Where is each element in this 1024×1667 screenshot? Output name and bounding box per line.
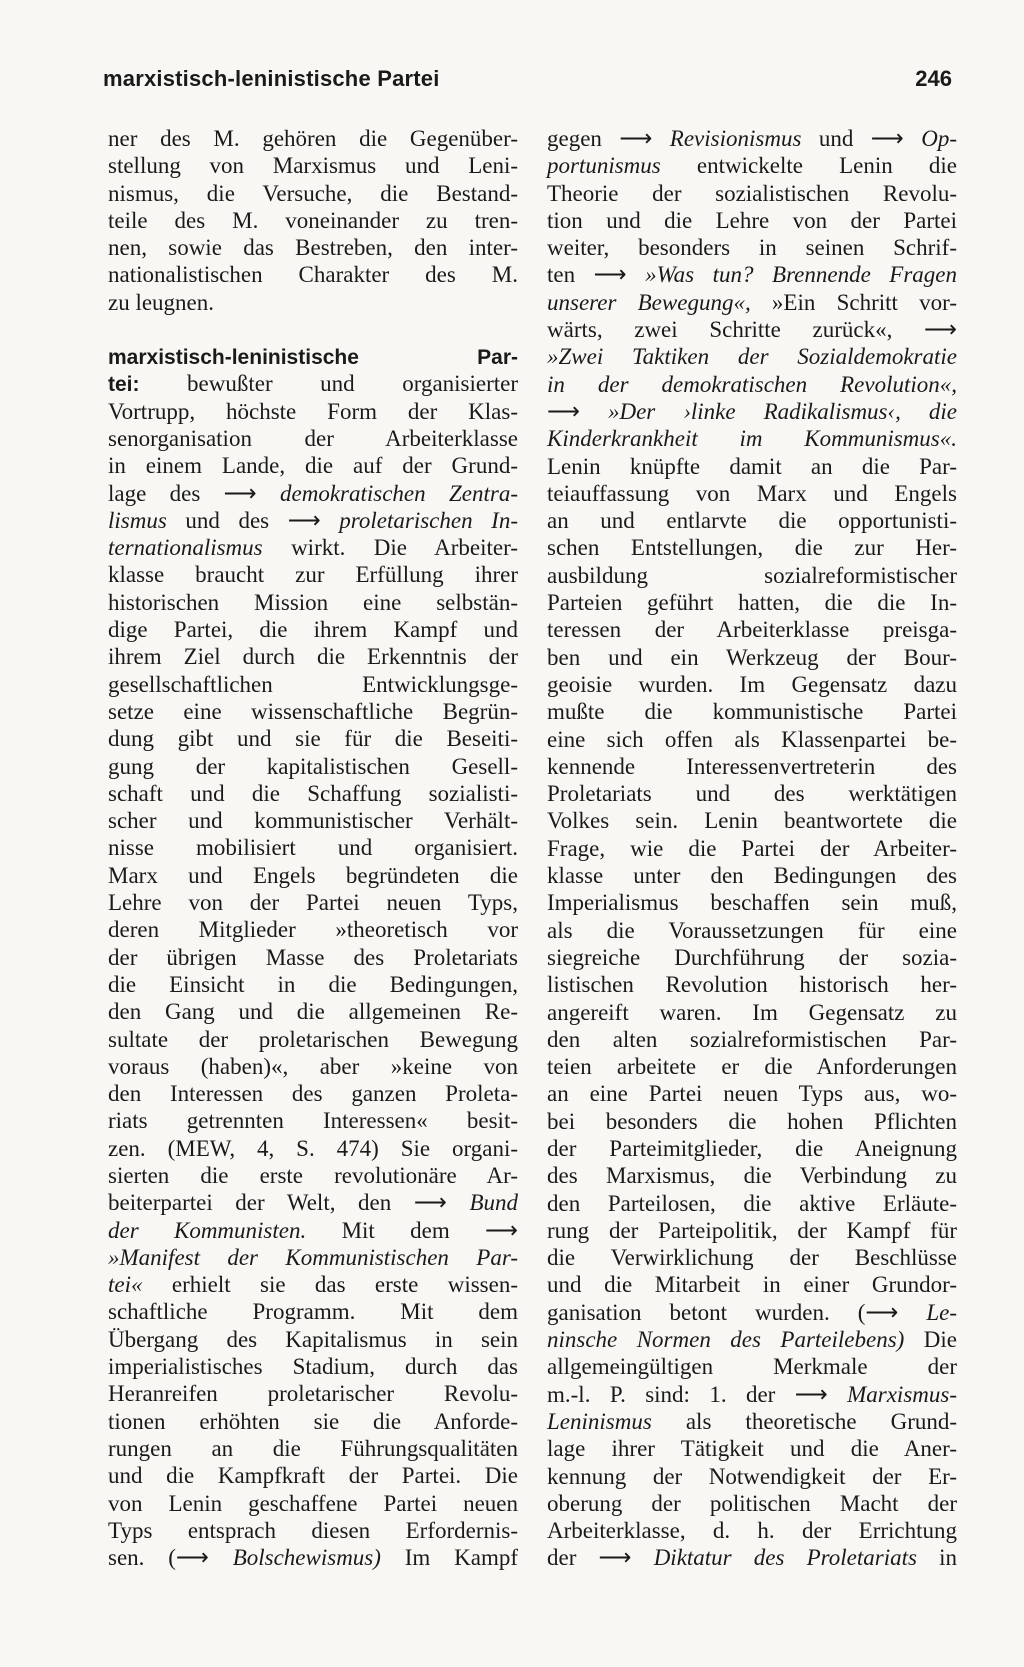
text-line: Volkes sein. Lenin beantwortete die (547, 808, 957, 834)
text-line: Übergang des Kapitalismus in sein (108, 1326, 518, 1352)
text-line: sen. (⟶ Bolschewismus) Im Kampf (108, 1545, 518, 1571)
page-number: 246 (915, 66, 952, 91)
text-line: bei besonders die hohen Pflichten (547, 1108, 957, 1134)
text-line: tionen erhöhten sie die Anforde- (108, 1408, 518, 1434)
text-line: ner des M. gehören die Gegenüber- (108, 126, 518, 151)
text-line: teressen der Arbeiterklasse preisga- (547, 617, 957, 643)
text-line: Lenin knüpfte damit an die Par- (547, 453, 957, 479)
cross-reference[interactable]: »Was tun? Brennende Fragen (645, 262, 958, 288)
text-line: sierten die erste revolutionäre Ar- (108, 1162, 518, 1188)
text-line: nismus, die Versuche, die Bestand- (108, 180, 518, 206)
cross-reference[interactable]: Op- (921, 126, 958, 151)
right-column (547, 125, 957, 1572)
cross-reference[interactable]: »Zwei Taktiken der Sozialdemokratie (547, 344, 957, 370)
text-line: Leninismus als theoretische Grund- (547, 1408, 958, 1434)
text-line: ten ⟶ »Was tun? Brennende Fragen (547, 262, 958, 288)
text-line: den Gang und die allgemeinen Re- (108, 999, 518, 1025)
text-line: den Interessen des ganzen Proleta- (108, 1081, 518, 1107)
text-line: senorganisation der Arbeiterklasse (108, 425, 518, 451)
text-line: voraus (haben)«, aber »keine von (108, 1053, 518, 1079)
text-line: portunismus entwickelte Lenin die (547, 153, 957, 179)
text-line: mußte die kommunistische Partei (547, 699, 957, 725)
text-line: geoisie wurden. Im Gegensatz dazu (547, 671, 957, 697)
text-line: tei: bewußter und organisierter (108, 371, 519, 397)
entry-headword: marxistisch-leninistische Par- (108, 346, 518, 370)
text-line: an eine Partei neuen Typs aus, wo- (547, 1081, 957, 1107)
text-line: teiauffassung von Marx und Engels (547, 480, 957, 506)
text-line: wärts, zwei Schritte zurück«, ⟶ (547, 317, 957, 343)
text-line: allgemeingültigen Merkmale der (547, 1354, 957, 1380)
text-line: listischen Revolution historisch her- (547, 972, 957, 998)
cross-reference[interactable]: Bolschewismus) (232, 1545, 381, 1571)
text-line: Heranreifen proletarischer Revolu- (108, 1381, 518, 1407)
cross-reference[interactable]: »Manifest der Kommunistischen Par- (108, 1244, 518, 1270)
cross-reference[interactable]: Le- (926, 1299, 957, 1325)
text-line: teien arbeitete er die Anforderungen (547, 1054, 957, 1080)
text-line: von Lenin geschaffene Partei neuen (108, 1490, 518, 1516)
text-line: riats getrennten Interessen« besit- (108, 1108, 518, 1134)
text-line: setze eine wissenschaftliche Begrün- (108, 698, 518, 724)
text-line: angereift waren. Im Gegensatz zu (547, 999, 957, 1025)
text-line (547, 371, 957, 398)
cross-reference[interactable]: lismus (108, 507, 167, 533)
entry-headword-line (108, 343, 518, 370)
text-line: stellung von Marxismus und Leni- (108, 153, 518, 179)
text-line (547, 425, 957, 452)
cross-reference[interactable]: Leninismus (547, 1408, 652, 1434)
text-line: siegreiche Durchführung der sozia- (547, 944, 957, 970)
text-line: zu leugnen. (108, 289, 215, 315)
text-line: kennende Interessenvertreterin des (547, 753, 957, 779)
text-line: tei« erhielt sie das erste wissen- (108, 1272, 518, 1298)
text-line: schaft und die Schaffung sozialisti- (108, 780, 518, 806)
text-line: ausbildung sozialreformistischer (547, 562, 957, 588)
cross-reference[interactable]: proletarischen In- (339, 507, 518, 533)
text-line: Imperialismus beschaffen sein muß, (547, 890, 957, 916)
text-line: rung der Parteipolitik, der Kampf für (547, 1217, 957, 1243)
text-line: dung gibt und sie für die Beseiti- (108, 726, 518, 752)
cross-reference[interactable]: ternationalismus (108, 535, 263, 561)
cross-reference[interactable]: Bund (469, 1190, 519, 1216)
text-line: Theorie der sozialistischen Revolu- (547, 180, 957, 206)
text-line: in einem Lande, die auf der Grund- (108, 453, 518, 479)
text-line: Parteien geführt hatten, die die In- (547, 590, 957, 616)
text-line: und die Kampfkraft der Partei. Die (108, 1463, 518, 1489)
text-line: m.-l. P. sind: 1. der ⟶ Marxismus- (547, 1381, 957, 1407)
text-line: der Parteimitglieder, die Aneignung (547, 1135, 957, 1161)
cross-reference[interactable]: demokratischen Zentra- (280, 480, 518, 506)
cross-reference[interactable]: portunismus (547, 153, 661, 179)
text-line: ninsche Normen des Parteilebens) Die (547, 1327, 958, 1353)
text-line: klasse unter den Bedingungen des (547, 863, 957, 889)
cross-reference[interactable]: der Kommunisten. (108, 1217, 307, 1243)
text-line (547, 343, 957, 370)
text-line: ben und ein Werkzeug der Bour- (547, 644, 957, 670)
text-line: imperialistisches Stadium, durch das (108, 1354, 518, 1380)
left-column (108, 125, 518, 1571)
text-line: deren Mitglieder »theoretisch vor (108, 917, 518, 943)
cross-reference[interactable]: tei« (108, 1272, 143, 1298)
cross-reference[interactable]: Revisionismus (669, 126, 802, 151)
text-line: der Kommunisten. Mit dem ⟶ (108, 1217, 518, 1243)
text-line: die Einsicht in die Bedingungen, (108, 971, 518, 997)
text-line: teile des M. voneinander zu tren- (108, 207, 518, 233)
page-header (103, 66, 952, 102)
cross-reference[interactable]: Diktatur des Proletariats (653, 1545, 917, 1571)
text-line: der übrigen Masse des Proletariats (108, 944, 518, 970)
text-line: des Marxismus, die Verbindung zu (547, 1163, 957, 1189)
text-line: dige Partei, die ihrem Kampf und (108, 617, 518, 643)
text-line: zen. (MEW, 4, S. 474) Sie organi- (108, 1135, 518, 1161)
running-head: marxistisch-leninistische Partei (103, 66, 440, 91)
text-line: nisse mobilisiert und organisiert. (108, 835, 518, 861)
text-line: und die Mitarbeit in einer Grundor- (547, 1272, 957, 1298)
text-line: lage ihrer Tätigkeit und die Aner- (547, 1436, 957, 1462)
text-line: Marx und Engels begründeten die (108, 862, 518, 888)
text-line: weiter, besonders in seinen Schrif- (547, 235, 957, 261)
cross-reference[interactable]: ninsche Normen des Parteilebens) (547, 1327, 905, 1353)
cross-reference[interactable]: »Der ›linke Radikalismus‹, die (607, 398, 957, 424)
text-line: ihrem Ziel durch die Erkenntnis der (108, 644, 518, 670)
text-line: schen Entstellungen, die zur Her- (547, 535, 957, 561)
text-line: unserer Bewegung«, »Ein Schritt vor- (547, 289, 957, 315)
text-line: gung der kapitalistischen Gesell- (108, 753, 518, 779)
text-line: ganisation betont wurden. (⟶ Le- (547, 1299, 957, 1325)
text-line: Proletariats und des werktätigen (547, 781, 957, 807)
text-line: die Verwirklichung der Beschlüsse (547, 1245, 957, 1271)
text-line: ternationalismus wirkt. Die Arbeiter- (108, 535, 518, 561)
text-line: Typs entsprach diesen Erfordernis- (108, 1517, 518, 1543)
text-line: nen, sowie das Bestreben, den inter- (108, 235, 518, 261)
text-line: oberung der politischen Macht der (547, 1490, 957, 1516)
text-line: gegen ⟶ Revisionismus und ⟶ Op- (547, 126, 958, 151)
text-line: scher und kommunistischer Verhält- (108, 808, 518, 834)
text-line: lismus und des ⟶ proletarischen In- (108, 507, 518, 533)
text-line: historischen Mission eine selbstän- (108, 589, 518, 615)
text-line: der ⟶ Diktatur des Proletariats in (547, 1545, 958, 1571)
text-line: ⟶ »Der ›linke Radikalismus‹, die (547, 398, 957, 424)
text-line: rungen an die Führungsqualitäten (108, 1435, 518, 1461)
text-line: an und entlarvte die opportunisti- (547, 508, 957, 534)
cross-reference[interactable]: unserer Bewegung«, (547, 289, 751, 315)
text-line: als die Voraussetzungen für eine (547, 917, 957, 943)
text-line: Frage, wie die Partei der Arbeiter- (547, 835, 957, 861)
cross-reference[interactable]: in der demokratischen Revolution«, (547, 371, 957, 397)
entry-headword-end: tei: (108, 373, 140, 397)
text-line: Lehre von der Partei neuen Typs, (108, 890, 518, 916)
text-line: den alten sozialreformistischen Par- (547, 1026, 957, 1052)
text-line: nationalistischen Charakter des M. (108, 262, 518, 288)
text-line: schaftliche Programm. Mit dem (108, 1299, 518, 1325)
text-line: gesellschaftlichen Entwicklungsge- (108, 671, 518, 697)
text-line: Arbeiterklasse, d. h. der Errichtung (547, 1518, 957, 1544)
text-line: tion und die Lehre von der Partei (547, 207, 957, 233)
text-line: lage des ⟶ demokratischen Zentra- (108, 480, 518, 506)
text-line: kennung der Notwendigkeit der Er- (547, 1463, 957, 1489)
text-line (108, 1244, 518, 1271)
text-line: beiterpartei der Welt, den ⟶ Bund (108, 1190, 519, 1216)
text-line: klasse braucht zur Erfüllung ihrer (108, 562, 518, 588)
cross-reference[interactable]: Marxismus- (847, 1381, 957, 1407)
text-line: eine sich offen als Klassenpartei be- (547, 726, 957, 752)
cross-reference[interactable]: Kinderkrankheit im Kommunismus«. (547, 426, 957, 452)
paragraph-gap (108, 316, 518, 343)
text-line: sultate der proletarischen Bewegung (108, 1026, 518, 1052)
text-line: den Parteilosen, die aktive Erläute- (547, 1190, 957, 1216)
text-line: Vortrupp, höchste Form der Klas- (108, 398, 518, 424)
